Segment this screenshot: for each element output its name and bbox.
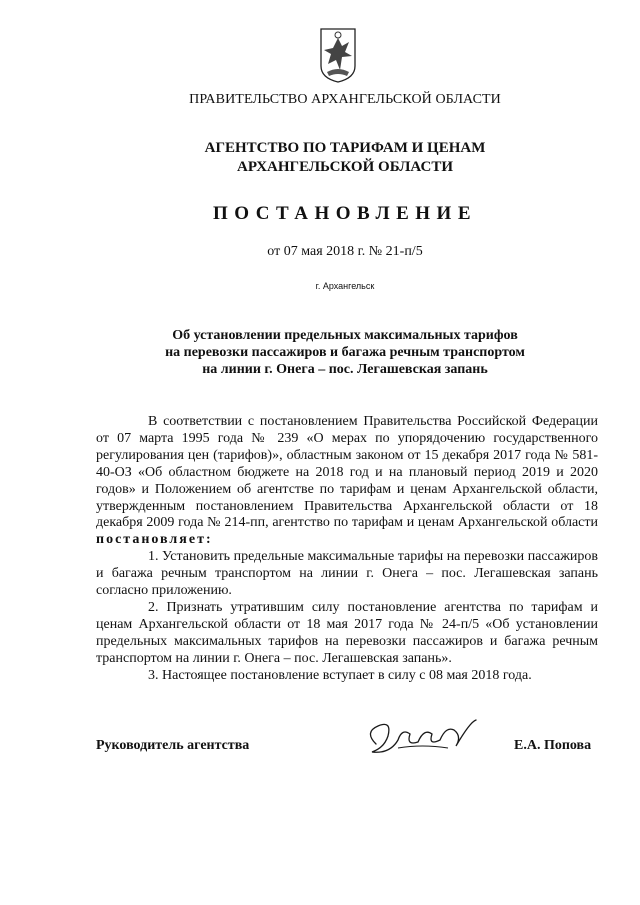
signer-position: Руководитель агентства <box>96 738 250 753</box>
document-type: ПОСТАНОВЛЕНИЕ <box>212 203 478 224</box>
agency-title <box>0 139 640 177</box>
preamble-paragraph <box>96 414 598 549</box>
document-date-number: от 07 мая 2018 г. № 21-п/5 <box>267 244 423 259</box>
document-body <box>96 414 598 685</box>
item-2: 2. Признать утратившим силу постановление агентства по тарифам и ценам Архангельской области от 18 мая 2017 года № 24-п/5 «Об установлении предельных максимальных тарифов на перевозки пассажиров и багажа речным транспортом на линии г. Онега – пос. Легашевская запань». <box>96 599 598 666</box>
handwritten-signature <box>362 714 480 762</box>
document-city: г. Архангельск <box>315 281 375 291</box>
agency-title-line2: АРХАНГЕЛЬСКОЙ ОБЛАСТИ <box>237 159 453 175</box>
signer-name: Е.А. Попова <box>514 738 592 753</box>
item-3: 3. Настоящее постановление вступает в силу с 08 мая 2018 года. <box>148 667 532 683</box>
document-subject <box>0 327 640 378</box>
coat-of-arms-icon <box>319 26 357 84</box>
preamble-text: В соответствии с постановлением Правительства Российской Федерации от 07 марта 1995 года № 239 «О мерах по упорядочению государственного регулирования цен (тарифов)», областным законом от 15 декабря 2017 года № 581-40-ОЗ «Об областном бюджете на 2018 год и на плановый период 2019 и 2020 годов» и Положением об агентстве по тарифам и ценам Архангельской области, утвержденным постановлением Правительства Архангельской области от 18 декабря 2009 года № 214-пп, агентство по тарифам и ценам Архангельской области <box>96 414 598 531</box>
government-title: ПРАВИТЕЛЬСТВО АРХАНГЕЛЬСКОЙ ОБЛАСТИ <box>189 92 501 107</box>
subject-line2: на перевозки пассажиров и багажа речным транспортом <box>165 345 525 360</box>
decree-word: постановляет: <box>96 532 213 548</box>
subject-line1: Об установлении предельных максимальных тарифов <box>172 328 518 343</box>
agency-title-line1: АГЕНТСТВО ПО ТАРИФАМ И ЦЕНАМ <box>204 140 486 156</box>
item-1: 1. Установить предельные максимальные тарифы на перевозки пассажиров и багажа речным транспортом на линии г. Онега – пос. Легашевская запань согласно приложению. <box>96 549 598 599</box>
subject-line3: на линии г. Онега – пос. Легашевская запань <box>202 362 488 377</box>
